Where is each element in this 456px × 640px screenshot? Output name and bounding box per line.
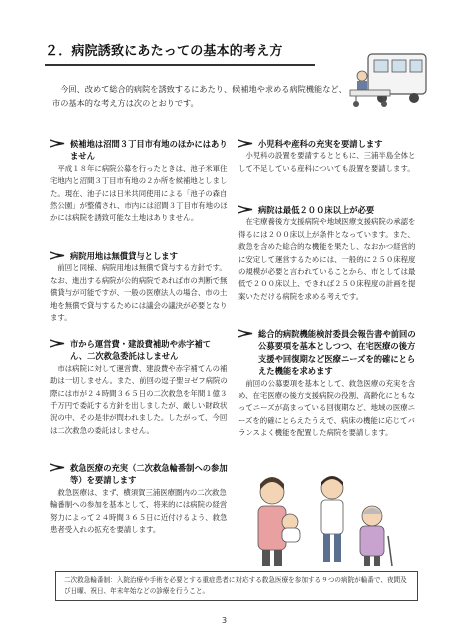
intro-paragraph: 今回、改めて総合的病院を誘致するにあたり、候補地や求める病院機能など、市の基本的な考え方は次のとおりです。 xyxy=(52,84,347,108)
ambulance-illustration xyxy=(348,52,428,110)
section-heading: 病院は最低２００床以上が必要 xyxy=(258,205,375,215)
section-left-4 xyxy=(50,462,228,536)
section-body: 前回と同様、病院用地は無償で貸与する方針です。なお、進出する病院が公的病院であれば市の判断で無償貸与が可能ですが、一般の医療法人の場合、市の土地を無償で貸与するためには議会の議決が必要となります。 xyxy=(50,263,228,323)
arrow-bullet-icon xyxy=(50,251,66,260)
section-left-1 xyxy=(50,138,228,225)
section-left-3 xyxy=(50,338,228,437)
section-right-2 xyxy=(238,204,416,303)
section-heading: 総合的病院機能検討委員会報告書や前回の公募要項を基本としつつ、在宅医療の後方支援や回復期など医療ニーズを的確にとらえた機能を求めます xyxy=(258,329,416,377)
section-heading: 病院用地は無償貸与とします xyxy=(70,251,178,261)
arrow-bullet-icon xyxy=(238,329,254,338)
arrow-bullet-icon xyxy=(238,139,254,148)
arrow-bullet-icon xyxy=(50,463,66,472)
section-right-3 xyxy=(238,328,416,440)
section-right-1 xyxy=(238,138,416,175)
arrow-bullet-icon xyxy=(50,339,66,348)
section-heading: 市から運営費・建設費補助や赤字補てん、二次救急委託はしません xyxy=(70,339,212,362)
family-illustration xyxy=(250,470,400,568)
section-left-2 xyxy=(50,250,228,324)
arrow-bullet-icon xyxy=(238,205,254,214)
section-body: 市は病院に対して運営費、建設費や赤字補てんの補助は一切しません。また、前回の逗子聖ヨゼフ病院の際には市が２４時間３６５日の二次救急を年間１億３千万円で委託する方針を出しましたが、厳しい財政状況の中、その是非が問われました。したがって、今回は二次救急の委託はしません。 xyxy=(50,363,228,435)
section-heading: 小児科や産科の充実を要請します xyxy=(258,139,383,149)
section-body: 前回の公募要項を基本として、救急医療の充実を含め、在宅医療の後方支援病院の役割、高齢化にともなってニーズが高まっている回復期など、地域の医療ニーズを的確にとらえたうえで、病床の機能に応じてバランスよく機能を配置した病院を要請します。 xyxy=(238,378,416,438)
section-heading: 救急医療の充実（二次救急輪番制への参加等）を要請します xyxy=(70,463,228,486)
arrow-bullet-icon xyxy=(50,139,66,148)
section-heading: 候補地は沼間３丁目市有地のほかにはありません xyxy=(70,139,228,162)
section-body: 平成１８年に病院公募を行ったときは、池子米軍住宅地内と沼間３丁目市有地の２か所を候補地としました。現在、池子には日米共同使用による「池子の森自然公園」が整備され、市内には沼間３丁目市有地のほかには病院を誘致可能な土地はありません。 xyxy=(50,163,228,223)
section-body: 在宅療養後方支援病院や地域医療支援病院の承認を得るには２００床以上が条件となっています。また、救急を含めた総合的な機能を果たし、なおかつ経営的に安定して運営するためには、一般的に２５０床程度の規模が必要と言われていることから、市としては最低で２００床以上、できれば２５０床程度の計画を提案いただける病院を求める考えです。 xyxy=(238,217,416,301)
page-title: ２．病院誘致にあたっての基本的考え方 xyxy=(45,40,315,66)
section-body: 救急医療は、まず、横須賀三浦医療圏内の二次救急輪番制への参加を基本として、将来的には病院の経営努力によって２４時間３６５日に近付けるよう、救急患者受入れの拡充を要請します。 xyxy=(50,487,228,535)
page-number: 3 xyxy=(222,616,228,625)
section-body: 小児科の設置を要請するとともに、三浦半島全体として不足している産科についても設置を要請します。 xyxy=(238,151,416,173)
footnote-box: 二次救急輪番制：入院治療や手術を必要とする重症患者に対応する救急医療を参加する９つの病院が輪番で、夜間及び日曜、祝日、年末年始などの診療を行うこと。 xyxy=(55,571,418,601)
